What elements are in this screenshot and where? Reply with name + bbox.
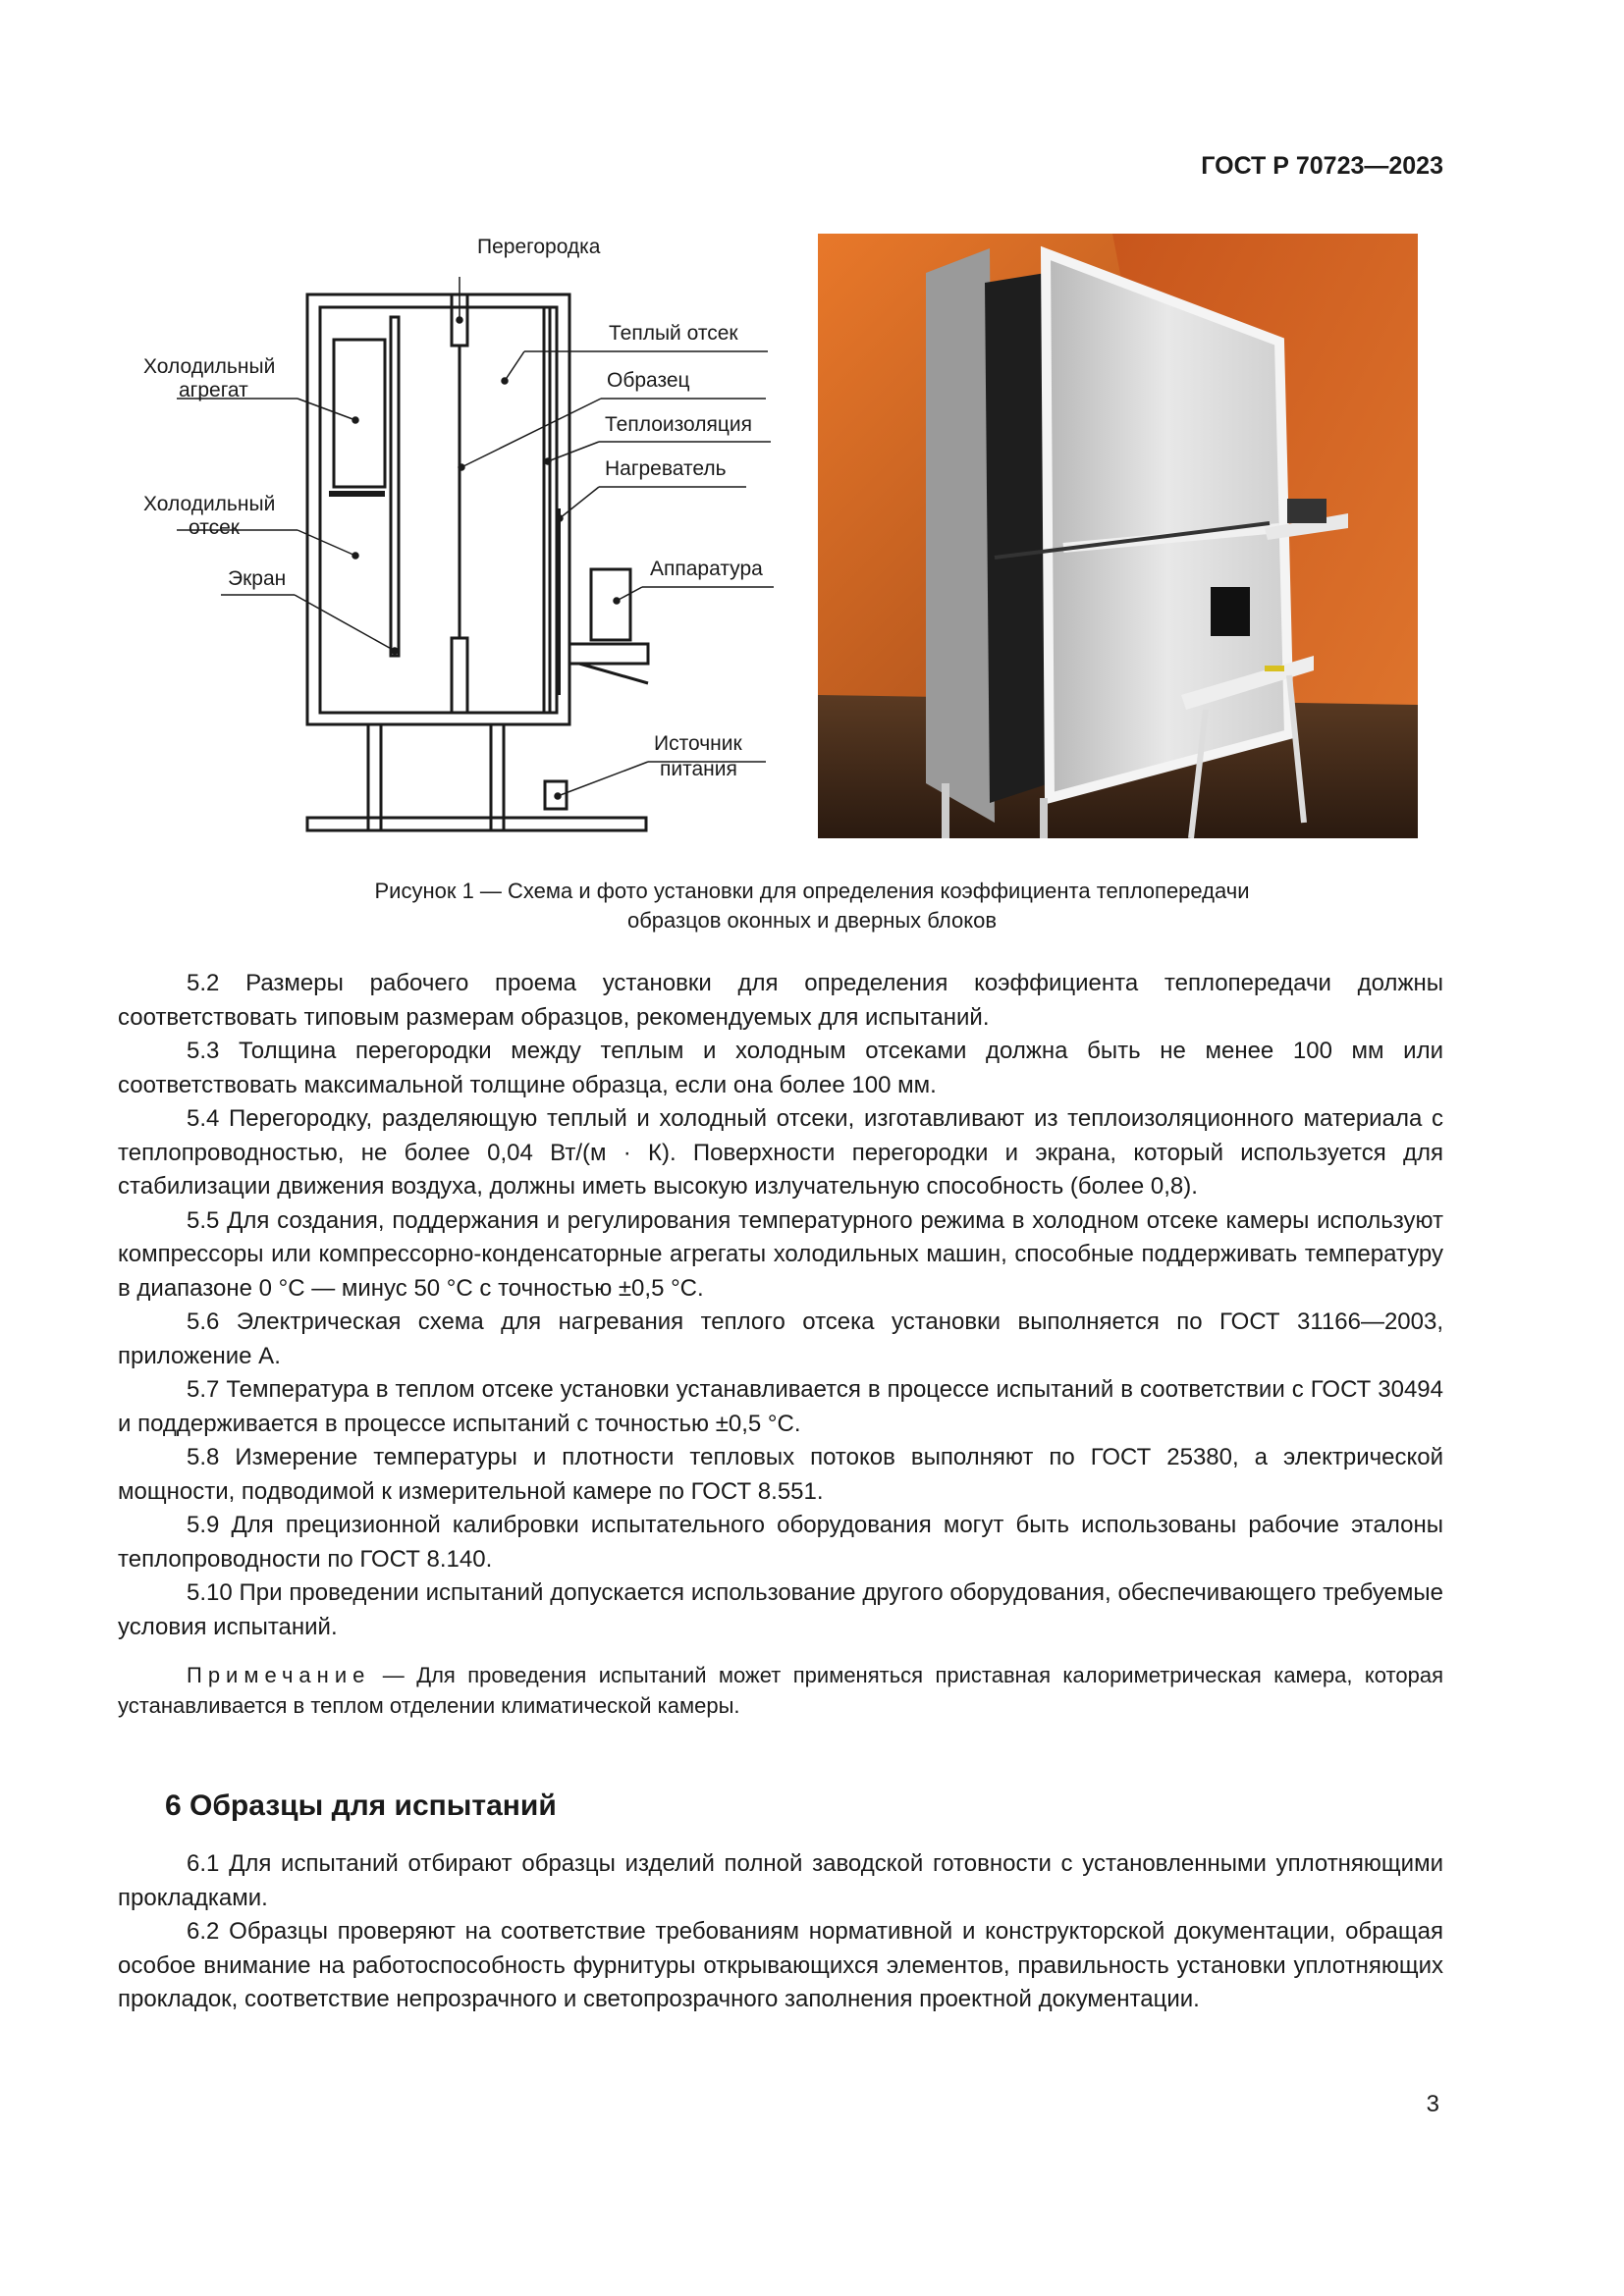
label-power-source-line1: Источник — [654, 732, 742, 755]
label-screen: Экран — [228, 567, 287, 590]
paragraph-5-7: 5.7 Температура в теплом отсеке установки устанавливается в процессе испытаний в соответствии с ГОСТ 30494 и поддерживается в процессе испытаний с точностью ±0,5 °С. — [118, 1376, 1443, 1437]
paragraph-5-6: 5.6 Электрическая схема для нагревания теплого отсека установки выполняется по ГОСТ 31166—2003, приложение А. — [118, 1308, 1443, 1369]
label-power-source-line2: питания — [660, 758, 737, 780]
schematic-svg — [137, 224, 805, 852]
photo-illustration — [818, 234, 1418, 838]
page-number: 3 — [1426, 2091, 1439, 2117]
paragraph-6-2: 6.2 Образцы проверяют на соответствие требованиям нормативной и конструкторской документации, обращая особое внимание на работоспособность фурнитуры открывающихся элементов, правильность установки уплотняющих прокладок, соответствие непрозрачного и светопрозрачного заполнения проектной документации. — [118, 1918, 1443, 2012]
note-label: Примечание — [187, 1663, 371, 1687]
document-header: ГОСТ Р 70723—2023 — [1201, 152, 1443, 180]
setup-photo — [818, 234, 1418, 838]
paragraph-5-9: 5.9 Для прецизионной калибровки испытательного оборудования могут быть использованы рабочие эталоны теплопроводности по ГОСТ 8.140. — [118, 1512, 1443, 1573]
label-insulation: Теплоизоляция — [605, 413, 752, 436]
paragraph-5-5: 5.5 Для создания, поддержания и регулирования температурного режима в холодном отсеке камеры используют компрессоры или компрессорно-конденсаторные агрегаты холодильных машин, способные поддерживать температуру в диапазоне 0 °С — минус 50 °С с точностью ±0,5 °С. — [118, 1206, 1443, 1302]
label-cold-compartment-line1: Холодильный — [143, 493, 276, 515]
label-sample: Образец — [607, 369, 690, 392]
paragraph-5-10: 5.10 При проведении испытаний допускается использование другого оборудования, обеспечивающего требуемые условия испытаний. — [118, 1579, 1443, 1640]
setup-schematic — [137, 224, 805, 852]
label-cold-compartment-line2: отсек — [189, 516, 240, 539]
label-equipment: Аппаратура — [650, 558, 763, 580]
paragraph-5-4: 5.4 Перегородку, разделяющую теплый и холодный отсеки, изготавливают из теплоизоляционного материала с теплопроводностью, не более 0,04 Вт/(м · К). Поверхности перегородки и экрана, который используется для стабилизации движения воздуха, должны иметь высокую излучательную способность (более 0,8). — [118, 1105, 1443, 1200]
figure-caption-line2: образцов оконных и дверных блоков — [626, 908, 998, 933]
paragraph-5-3: 5.3 Толщина перегородки между теплым и холодным отсеками должна быть не менее 100 мм или соответствовать максимальной толщине образца, если она более 100 мм. — [118, 1038, 1443, 1098]
note — [118, 1660, 1443, 1721]
figure-caption-line1: Рисунок 1 — Схема и фото установки для определения коэффициента теплопередачи — [374, 879, 1250, 903]
paragraph-5-8: 5.8 Измерение температуры и плотности тепловых потоков выполняют по ГОСТ 25380, а электрической мощности, подводимой к измерительной камере по ГОСТ 8.551. — [118, 1444, 1443, 1505]
body-section-5 — [118, 967, 1443, 1721]
label-heater: Нагреватель — [605, 457, 727, 480]
figure-caption — [118, 877, 1506, 935]
label-fridge-unit-line2: агрегат — [179, 379, 248, 401]
paragraph-5-2: 5.2 Размеры рабочего проема установки для определения коэффициента теплопередачи должны соответствовать типовым размерам образцов, рекомендуемых для испытаний. — [118, 970, 1443, 1031]
label-fridge-unit-line1: Холодильный — [143, 355, 276, 378]
note-text: — Для проведения испытаний может применяться приставная калориметрическая камера, которая устанавливается в теплом отделении климатической камеры. — [118, 1663, 1443, 1718]
label-partition: Перегородка — [477, 236, 601, 258]
section-6-title: 6 Образцы для испытаний — [165, 1789, 557, 1822]
label-warm-compartment: Теплый отсек — [609, 322, 738, 345]
paragraph-6-1: 6.1 Для испытаний отбирают образцы изделий полной заводской готовности с установленными уплотняющими прокладками. — [118, 1850, 1443, 1911]
body-section-6 — [118, 1847, 1443, 2017]
